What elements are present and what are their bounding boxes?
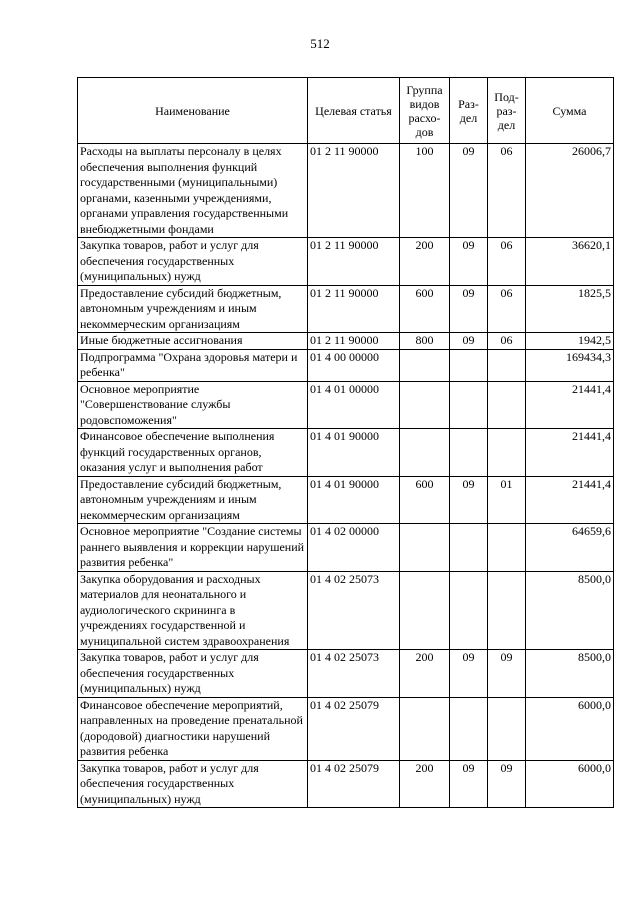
header-sum: Сумма <box>526 78 614 144</box>
page-number: 512 <box>310 36 330 51</box>
row-name: Основное мероприятие "Совершенствование службы родовспоможения" <box>78 381 308 429</box>
row-name: Предоставление субсидий бюджетным, автономным учреждениям и иным некоммерческим организациям <box>78 285 308 333</box>
row-name: Иные бюджетные ассигнования <box>78 333 308 350</box>
row-subsection <box>488 381 526 429</box>
row-subsection: 09 <box>488 760 526 808</box>
header-name: Наименование <box>78 78 308 144</box>
row-code: 01 4 02 00000 <box>308 524 400 572</box>
row-subsection: 06 <box>488 144 526 238</box>
row-section <box>450 381 488 429</box>
row-sum: 1942,5 <box>526 333 614 350</box>
row-sum: 6000,0 <box>526 760 614 808</box>
row-section: 09 <box>450 144 488 238</box>
row-name: Закупка товаров, работ и услуг для обеспечения государственных (муниципальных) нужд <box>78 760 308 808</box>
row-sum: 64659,6 <box>526 524 614 572</box>
row-section <box>450 349 488 381</box>
row-group <box>400 349 450 381</box>
table-row <box>78 381 614 429</box>
row-group: 800 <box>400 333 450 350</box>
table-row <box>78 650 614 698</box>
row-code: 01 4 01 00000 <box>308 381 400 429</box>
row-subsection <box>488 697 526 760</box>
header-code: Целевая статья <box>308 78 400 144</box>
row-subsection <box>488 349 526 381</box>
row-group <box>400 524 450 572</box>
row-sum: 8500,0 <box>526 571 614 650</box>
row-subsection: 06 <box>488 333 526 350</box>
table-row <box>78 285 614 333</box>
row-code: 01 4 00 00000 <box>308 349 400 381</box>
row-subsection <box>488 429 526 477</box>
table-row <box>78 476 614 524</box>
row-section: 09 <box>450 285 488 333</box>
row-name: Предоставление субсидий бюджетным, автономным учреждениям и иным некоммерческим организациям <box>78 476 308 524</box>
row-section: 09 <box>450 333 488 350</box>
row-group <box>400 381 450 429</box>
row-sum: 6000,0 <box>526 697 614 760</box>
row-section <box>450 571 488 650</box>
table-header-row <box>78 78 614 144</box>
row-group <box>400 697 450 760</box>
row-sum: 21441,4 <box>526 476 614 524</box>
table-row <box>78 429 614 477</box>
row-name: Закупка товаров, работ и услуг для обеспечения государственных (муниципальных) нужд <box>78 238 308 286</box>
row-name: Финансовое обеспечение выполнения функций государственных органов, оказания услуг и выполнения работ <box>78 429 308 477</box>
row-group: 600 <box>400 285 450 333</box>
table-row <box>78 333 614 350</box>
row-group <box>400 429 450 477</box>
table-row <box>78 238 614 286</box>
row-sum: 1825,5 <box>526 285 614 333</box>
row-group: 200 <box>400 238 450 286</box>
row-subsection: 06 <box>488 285 526 333</box>
row-name: Закупка товаров, работ и услуг для обеспечения государственных (муниципальных) нужд <box>78 650 308 698</box>
table-row <box>78 144 614 238</box>
row-name: Основное мероприятие "Создание системы раннего выявления и коррекции нарушений развития ребенка" <box>78 524 308 572</box>
row-sum: 21441,4 <box>526 381 614 429</box>
row-subsection: 06 <box>488 238 526 286</box>
row-subsection: 01 <box>488 476 526 524</box>
row-name: Финансовое обеспечение мероприятий, направленных на проведение пренатальной (дородовой) диагностики нарушений развития ребенка <box>78 697 308 760</box>
row-code: 01 4 02 25073 <box>308 650 400 698</box>
header-section: Раз-дел <box>450 78 488 144</box>
row-section <box>450 429 488 477</box>
row-code: 01 4 02 25079 <box>308 760 400 808</box>
table-row <box>78 524 614 572</box>
row-code: 01 4 02 25079 <box>308 697 400 760</box>
row-subsection <box>488 524 526 572</box>
row-sum: 21441,4 <box>526 429 614 477</box>
row-code: 01 4 01 90000 <box>308 476 400 524</box>
row-sum: 169434,3 <box>526 349 614 381</box>
row-group: 100 <box>400 144 450 238</box>
row-code: 01 2 11 90000 <box>308 144 400 238</box>
row-section <box>450 524 488 572</box>
table-row <box>78 697 614 760</box>
row-section: 09 <box>450 476 488 524</box>
row-code: 01 2 11 90000 <box>308 333 400 350</box>
table-row <box>78 760 614 808</box>
header-subsection: Под-раз-дел <box>488 78 526 144</box>
row-code: 01 2 11 90000 <box>308 285 400 333</box>
row-name: Закупка оборудования и расходных материалов для неонатального и аудиологического скрининга в учреждениях государственной и муниципальной систем здравоохранения <box>78 571 308 650</box>
row-name: Подпрограмма "Охрана здоровья матери и ребенка" <box>78 349 308 381</box>
row-section <box>450 697 488 760</box>
row-code: 01 4 01 90000 <box>308 429 400 477</box>
row-subsection: 09 <box>488 650 526 698</box>
table-row <box>78 349 614 381</box>
row-name: Расходы на выплаты персоналу в целях обеспечения выполнения функций государственными (муниципальными) органами, казенными учреждениями, органами управления государственными внебюджетными фондами <box>78 144 308 238</box>
row-sum: 26006,7 <box>526 144 614 238</box>
row-sum: 8500,0 <box>526 650 614 698</box>
row-subsection <box>488 571 526 650</box>
row-group: 200 <box>400 650 450 698</box>
row-section: 09 <box>450 238 488 286</box>
row-group <box>400 571 450 650</box>
header-group: Группа видов расхо-дов <box>400 78 450 144</box>
row-code: 01 2 11 90000 <box>308 238 400 286</box>
row-section: 09 <box>450 760 488 808</box>
row-sum: 36620,1 <box>526 238 614 286</box>
budget-table <box>77 77 614 808</box>
row-group: 600 <box>400 476 450 524</box>
row-group: 200 <box>400 760 450 808</box>
row-section: 09 <box>450 650 488 698</box>
table-row <box>78 571 614 650</box>
row-code: 01 4 02 25073 <box>308 571 400 650</box>
